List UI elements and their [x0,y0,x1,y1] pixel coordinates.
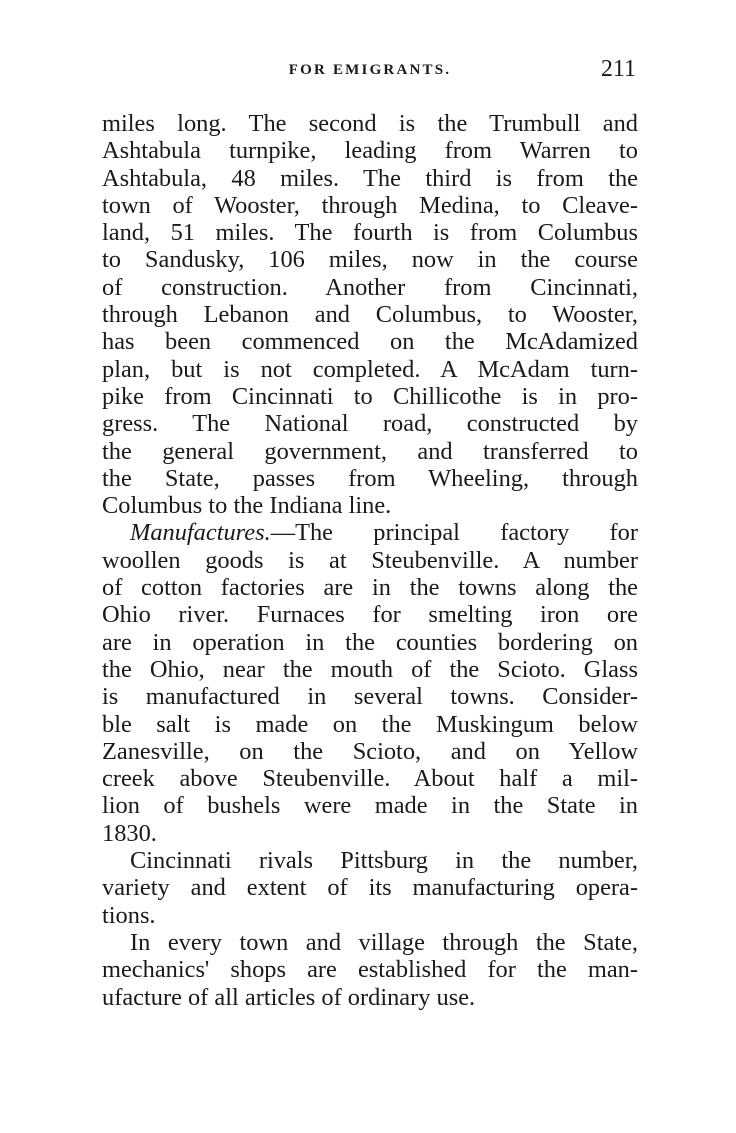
section-heading: Manufactures. [130,519,271,547]
text-line: variety and extent of its manufacturing opera- [102,874,638,902]
section-heading-line: Manufactures.—The principal factory for [130,519,638,547]
body-text [102,110,638,1011]
text-line: gress. The National road, constructed by [102,410,638,438]
text-line: mechanics' shops are established for the man- [102,956,638,984]
text-line: miles long. The second is the Trumbull and [102,110,638,137]
text-line: lion of bushels were made in the State in [102,792,638,820]
text-line: town of Wooster, through Medina, to Cleave- [102,191,638,219]
text-line: woollen goods is at Steubenville. A number [102,546,638,574]
text-line: the general government, and transferred to [102,437,638,465]
page-number: 211 [600,56,636,82]
running-title: FOR EMIGRANTS. [288,62,452,78]
text-line: has been commenced on the McAdamized [102,328,638,356]
text-line: Ashtabula turnpike, leading from Warren to [102,137,638,165]
text-line: Cincinnati rivals Pittsburg in the number, [130,847,638,875]
text-line: of cotton factories are in the towns along the [102,574,638,602]
text-line: plan, but is not completed. A McAdam turn- [102,355,638,383]
text-line: Zanesville, on the Scioto, and on Yellow [102,737,638,765]
text-line: In every town and village through the State, [130,928,638,956]
text-line: is manufactured in several towns. Consider- [102,683,638,711]
text-line: tions. [102,901,156,929]
text-line: ufacture of all articles of ordinary use. [102,983,476,1011]
text-line: to Sandusky, 106 miles, now in the course [102,246,638,274]
text-line: land, 51 miles. The fourth is from Columbus [102,219,638,247]
text-line: Columbus to the Indiana line. [102,492,392,520]
text-line: through Lebanon and Columbus, to Wooster, [102,301,638,329]
text-line: the Ohio, near the mouth of the Scioto. Glass [102,655,638,683]
text-line: of construction. Another from Cincinnati, [102,273,638,301]
text-line: 1830. [102,819,157,847]
text-line: creek above Steubenville. About half a mil- [102,765,638,793]
text-line: ble salt is made on the Muskingum below [102,710,638,738]
running-head [102,58,638,90]
text-line: are in operation in the counties bordering on [102,628,638,656]
text-line: pike from Cincinnati to Chillicothe is in pro- [102,382,638,410]
text-line: the State, passes from Wheeling, through [102,464,638,492]
text-line: Ashtabula, 48 miles. The third is from the [102,164,638,192]
text-line: Ohio river. Furnaces for smelting iron ore [102,601,638,629]
